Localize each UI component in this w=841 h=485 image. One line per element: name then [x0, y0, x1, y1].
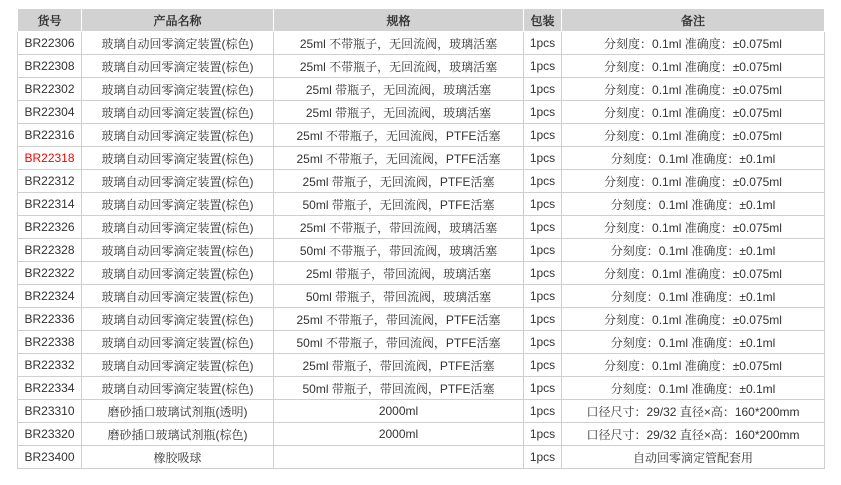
- cell-spec: 50ml 带瓶子，带回流阀，玻璃活塞: [274, 285, 524, 308]
- table-row: [18, 55, 825, 78]
- table-row: [18, 423, 825, 446]
- cell-spec: 25ml 带瓶子，无回流阀，玻璃活塞: [274, 101, 524, 124]
- cell-name: 玻璃自动回零滴定装置(棕色): [82, 308, 274, 331]
- cell-name: 玻璃自动回零滴定装置(棕色): [82, 239, 274, 262]
- cell-pack: 1pcs: [524, 124, 562, 147]
- cell-code: BR23400: [18, 446, 82, 469]
- cell-name: 玻璃自动回零滴定装置(棕色): [82, 147, 274, 170]
- cell-note: 分刻度：0.1ml 准确度：±0.075ml: [562, 354, 825, 377]
- cell-note: 分刻度：0.1ml 准确度：±0.075ml: [562, 308, 825, 331]
- table-row: [18, 147, 825, 170]
- column-header-name: 产品名称: [82, 9, 274, 32]
- cell-note: 分刻度：0.1ml 准确度：±0.1ml: [562, 193, 825, 216]
- cell-spec: [274, 446, 524, 469]
- cell-name: 玻璃自动回零滴定装置(棕色): [82, 285, 274, 308]
- cell-pack: 1pcs: [524, 331, 562, 354]
- cell-spec: 50ml 不带瓶子，带回流阀，玻璃活塞: [274, 239, 524, 262]
- cell-code: BR22322: [18, 262, 82, 285]
- cell-pack: 1pcs: [524, 55, 562, 78]
- cell-name: 玻璃自动回零滴定装置(棕色): [82, 377, 274, 400]
- cell-code: BR22312: [18, 170, 82, 193]
- cell-pack: 1pcs: [524, 32, 562, 55]
- cell-spec: 25ml 不带瓶子，无回流阀，玻璃活塞: [274, 55, 524, 78]
- cell-note: 自动回零滴定管配套用: [562, 446, 825, 469]
- cell-spec: 50ml 带瓶子，带回流阀，PTFE活塞: [274, 377, 524, 400]
- table-row: [18, 446, 825, 469]
- table-row: [18, 216, 825, 239]
- cell-name: 玻璃自动回零滴定装置(棕色): [82, 216, 274, 239]
- table-row: [18, 308, 825, 331]
- cell-note: 口径尺寸：29/32 直径×高：160*200mm: [562, 423, 825, 446]
- cell-name: 磨砂插口玻璃试剂瓶(透明): [82, 400, 274, 423]
- cell-code: BR22306: [18, 32, 82, 55]
- cell-note: 分刻度：0.1ml 准确度：±0.075ml: [562, 78, 825, 101]
- cell-code: BR22326: [18, 216, 82, 239]
- cell-spec: 25ml 带瓶子，带回流阀，PTFE活塞: [274, 354, 524, 377]
- table-row: [18, 377, 825, 400]
- table-row: [18, 101, 825, 124]
- column-header-code: 货号: [18, 9, 82, 32]
- table-row: [18, 331, 825, 354]
- cell-code: BR22316: [18, 124, 82, 147]
- cell-name: 玻璃自动回零滴定装置(棕色): [82, 101, 274, 124]
- cell-note: 口径尺寸：29/32 直径×高：160*200mm: [562, 400, 825, 423]
- cell-pack: 1pcs: [524, 78, 562, 101]
- cell-spec: 25ml 带瓶子，无回流阀，玻璃活塞: [274, 78, 524, 101]
- cell-note: 分刻度：0.1ml 准确度：±0.075ml: [562, 101, 825, 124]
- cell-pack: 1pcs: [524, 101, 562, 124]
- cell-note: 分刻度：0.1ml 准确度：±0.075ml: [562, 124, 825, 147]
- cell-note: 分刻度：0.1ml 准确度：±0.075ml: [562, 262, 825, 285]
- cell-spec: 50ml 带瓶子，无回流阀，PTFE活塞: [274, 193, 524, 216]
- cell-spec: 25ml 不带瓶子，无回流阀，玻璃活塞: [274, 32, 524, 55]
- table-body: [18, 32, 825, 469]
- cell-spec: 2000ml: [274, 400, 524, 423]
- table-row: [18, 78, 825, 101]
- table-row: [18, 170, 825, 193]
- cell-name: 玻璃自动回零滴定装置(棕色): [82, 32, 274, 55]
- cell-code: BR22338: [18, 331, 82, 354]
- cell-pack: 1pcs: [524, 216, 562, 239]
- cell-name: 玻璃自动回零滴定装置(棕色): [82, 170, 274, 193]
- cell-name: 玻璃自动回零滴定装置(棕色): [82, 55, 274, 78]
- cell-name: 玻璃自动回零滴定装置(棕色): [82, 331, 274, 354]
- cell-pack: 1pcs: [524, 446, 562, 469]
- cell-spec: 50ml 不带瓶子，带回流阀，PTFE活塞: [274, 331, 524, 354]
- cell-pack: 1pcs: [524, 147, 562, 170]
- cell-pack: 1pcs: [524, 193, 562, 216]
- cell-note: 分刻度：0.1ml 准确度：±0.075ml: [562, 216, 825, 239]
- table-row: [18, 400, 825, 423]
- cell-code: BR22332: [18, 354, 82, 377]
- cell-pack: 1pcs: [524, 354, 562, 377]
- cell-name: 玻璃自动回零滴定装置(棕色): [82, 193, 274, 216]
- cell-pack: 1pcs: [524, 239, 562, 262]
- cell-spec: 25ml 不带瓶子，带回流阀，玻璃活塞: [274, 216, 524, 239]
- cell-code: BR22304: [18, 101, 82, 124]
- table-row: [18, 124, 825, 147]
- cell-note: 分刻度：0.1ml 准确度：±0.075ml: [562, 170, 825, 193]
- header-row: [18, 9, 825, 32]
- column-header-pack: 包装: [524, 9, 562, 32]
- cell-code: BR22328: [18, 239, 82, 262]
- cell-pack: 1pcs: [524, 285, 562, 308]
- cell-note: 分刻度：0.1ml 准确度：±0.075ml: [562, 32, 825, 55]
- table-row: [18, 193, 825, 216]
- cell-note: 分刻度：0.1ml 准确度：±0.075ml: [562, 55, 825, 78]
- cell-spec: 25ml 不带瓶子，无回流阀，PTFE活塞: [274, 124, 524, 147]
- column-header-note: 备注: [562, 9, 825, 32]
- cell-pack: 1pcs: [524, 423, 562, 446]
- column-header-spec: 规格: [274, 9, 524, 32]
- table-row: [18, 262, 825, 285]
- table-row: [18, 32, 825, 55]
- cell-spec: 25ml 不带瓶子，无回流阀，PTFE活塞: [274, 147, 524, 170]
- cell-name: 磨砂插口玻璃试剂瓶(棕色): [82, 423, 274, 446]
- product-table: [17, 8, 825, 469]
- cell-code: BR22314: [18, 193, 82, 216]
- cell-note: 分刻度：0.1ml 准确度：±0.1ml: [562, 377, 825, 400]
- table-header: [18, 9, 825, 32]
- cell-note: 分刻度：0.1ml 准确度：±0.1ml: [562, 239, 825, 262]
- cell-note: 分刻度：0.1ml 准确度：±0.1ml: [562, 285, 825, 308]
- table-row: [18, 285, 825, 308]
- cell-pack: 1pcs: [524, 262, 562, 285]
- cell-pack: 1pcs: [524, 170, 562, 193]
- cell-name: 玻璃自动回零滴定装置(棕色): [82, 354, 274, 377]
- cell-spec: 25ml 带瓶子，带回流阀，玻璃活塞: [274, 262, 524, 285]
- cell-code: BR22318: [18, 147, 82, 170]
- cell-code: BR22334: [18, 377, 82, 400]
- table-row: [18, 239, 825, 262]
- cell-spec: 25ml 不带瓶子，带回流阀，PTFE活塞: [274, 308, 524, 331]
- cell-spec: 2000ml: [274, 423, 524, 446]
- cell-code: BR23320: [18, 423, 82, 446]
- cell-name: 玻璃自动回零滴定装置(棕色): [82, 262, 274, 285]
- cell-code: BR22302: [18, 78, 82, 101]
- table-row: [18, 354, 825, 377]
- cell-code: BR22308: [18, 55, 82, 78]
- cell-name: 玻璃自动回零滴定装置(棕色): [82, 78, 274, 101]
- cell-spec: 25ml 带瓶子，无回流阀，PTFE活塞: [274, 170, 524, 193]
- cell-pack: 1pcs: [524, 400, 562, 423]
- cell-pack: 1pcs: [524, 377, 562, 400]
- cell-code: BR22336: [18, 308, 82, 331]
- cell-code: BR22324: [18, 285, 82, 308]
- cell-name: 玻璃自动回零滴定装置(棕色): [82, 124, 274, 147]
- cell-code: BR23310: [18, 400, 82, 423]
- cell-note: 分刻度：0.1ml 准确度：±0.1ml: [562, 147, 825, 170]
- cell-note: 分刻度：0.1ml 准确度：±0.1ml: [562, 331, 825, 354]
- cell-name: 橡胶吸球: [82, 446, 274, 469]
- cell-pack: 1pcs: [524, 308, 562, 331]
